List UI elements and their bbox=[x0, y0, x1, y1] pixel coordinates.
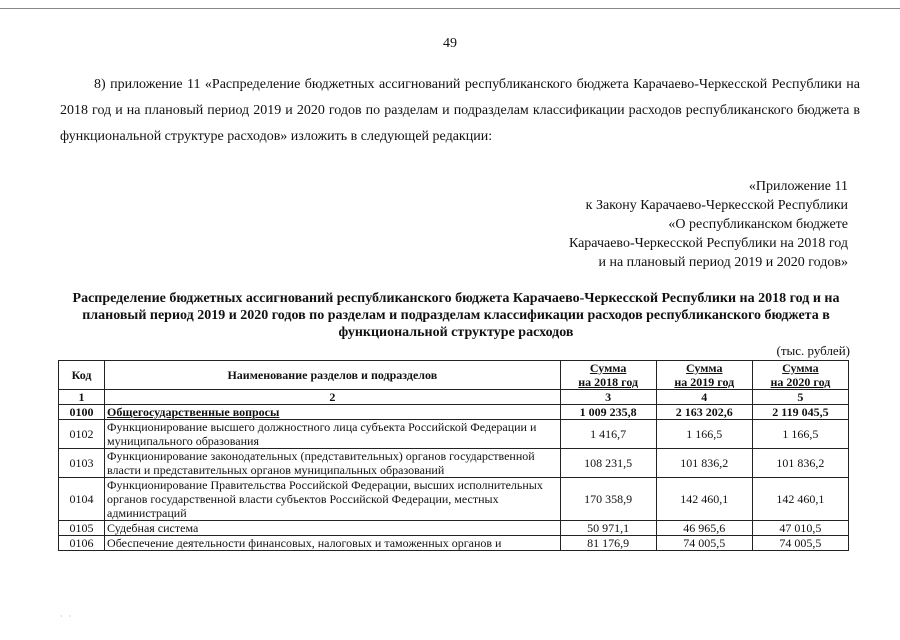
table-row bbox=[59, 478, 849, 521]
row-sum-2020: 101 836,2 bbox=[752, 449, 848, 478]
row-sum-2020: 142 460,1 bbox=[752, 478, 848, 521]
table-row bbox=[59, 536, 849, 551]
row-name: Функционирование высшего должностного лица субъекта Российской Федерации и муниципального образования bbox=[105, 420, 561, 449]
header-sum-2018-line2: на 2018 год bbox=[578, 375, 639, 389]
row-sum-2018: 1 009 235,8 bbox=[560, 405, 656, 420]
intro-paragraph: 8) приложение 11 «Распределение бюджетных ассигнований республиканского бюджета Карачаево-Черкесской Республики на 2018 год и на плановый период 2019 и 2020 годов по разделам и подразделам классификации расходов республиканского бюджета в функциональной структуре расходов» изложить в следующей редакции: bbox=[60, 77, 860, 144]
table-row bbox=[59, 405, 849, 420]
row-sum-2018: 170 358,9 bbox=[560, 478, 656, 521]
index-cell: 5 bbox=[752, 390, 848, 405]
row-sum-2019: 142 460,1 bbox=[656, 478, 752, 521]
budget-table bbox=[58, 360, 849, 551]
appendix-line: «Приложение 11 bbox=[748, 179, 848, 194]
table-title: Распределение бюджетных ассигнований республиканского бюджета Карачаево-Черкесской Республики на 2018 год и на плановый период 2019 и 2020 годов по разделам и подразделам классификации расходов республиканского бюджета в функциональной структуре расходов bbox=[72, 291, 840, 340]
header-code: Код bbox=[59, 361, 105, 390]
row-sum-2018: 50 971,1 bbox=[560, 521, 656, 536]
appendix-line: и на плановый период 2019 и 2020 годов» bbox=[598, 255, 848, 270]
index-cell: 2 bbox=[105, 390, 561, 405]
row-sum-2019: 1 166,5 bbox=[656, 420, 752, 449]
row-sum-2019: 101 836,2 bbox=[656, 449, 752, 478]
header-sum-2019-line2: на 2019 год bbox=[674, 375, 735, 389]
header-sum-2018-line1: Сумма bbox=[589, 361, 627, 375]
row-name: Функционирование Правительства Российской Федерации, высших исполнительных органов государственной власти субъектов Российской Федерации, местных администраций bbox=[105, 478, 561, 521]
row-code: 0106 bbox=[59, 536, 105, 551]
row-code: 0100 bbox=[59, 405, 105, 420]
appendix-line: Карачаево-Черкесской Республики на 2018 год bbox=[568, 236, 848, 251]
row-name: Функционирование законодательных (представительных) органов государственной власти и представительных органов муниципальных образований bbox=[105, 449, 561, 478]
index-cell: 1 bbox=[59, 390, 105, 405]
header-sum-2019-line1: Сумма bbox=[686, 361, 723, 375]
header-name: Наименование разделов и подразделов bbox=[105, 361, 561, 390]
appendix-line: к Закону Карачаево-Черкесской Республики bbox=[585, 198, 848, 213]
table-header-row bbox=[59, 361, 849, 390]
header-sum-2020-line2: на 2020 год bbox=[770, 375, 831, 389]
row-sum-2020: 1 166,5 bbox=[752, 420, 848, 449]
page-number: 49 bbox=[443, 36, 457, 51]
appendix-line: «О республиканском бюджете bbox=[668, 217, 848, 232]
units-label: (тыс. рублей) bbox=[776, 343, 850, 358]
appendix-header bbox=[569, 177, 848, 272]
row-sum-2020: 47 010,5 bbox=[752, 521, 848, 536]
row-sum-2018: 81 176,9 bbox=[560, 536, 656, 551]
row-sum-2019: 74 005,5 bbox=[656, 536, 752, 551]
top-rule bbox=[0, 8, 900, 9]
row-code: 0105 bbox=[59, 521, 105, 536]
row-code: 0104 bbox=[59, 478, 105, 521]
table-row bbox=[59, 521, 849, 536]
row-sum-2019: 46 965,6 bbox=[656, 521, 752, 536]
header-sum-2019 bbox=[656, 361, 752, 390]
index-cell: 4 bbox=[656, 390, 752, 405]
row-sum-2018: 1 416,7 bbox=[560, 420, 656, 449]
row-sum-2019: 2 163 202,6 bbox=[656, 405, 752, 420]
row-code: 0103 bbox=[59, 449, 105, 478]
row-sum-2020: 74 005,5 bbox=[752, 536, 848, 551]
table-row bbox=[59, 420, 849, 449]
row-name: Общегосударственные вопросы bbox=[105, 405, 561, 420]
header-sum-2020 bbox=[752, 361, 848, 390]
header-sum-2018 bbox=[560, 361, 656, 390]
header-sum-2020-line1: Сумма bbox=[782, 361, 819, 375]
table-row bbox=[59, 449, 849, 478]
row-sum-2018: 108 231,5 bbox=[560, 449, 656, 478]
row-sum-2020: 2 119 045,5 bbox=[752, 405, 848, 420]
index-cell: 3 bbox=[560, 390, 656, 405]
row-name: Судебная система bbox=[105, 521, 561, 536]
scan-artifact: · · bbox=[60, 612, 74, 621]
column-index-row bbox=[59, 390, 849, 405]
row-name: Обеспечение деятельности финансовых, налоговых и таможенных органов и bbox=[105, 536, 561, 551]
row-code: 0102 bbox=[59, 420, 105, 449]
